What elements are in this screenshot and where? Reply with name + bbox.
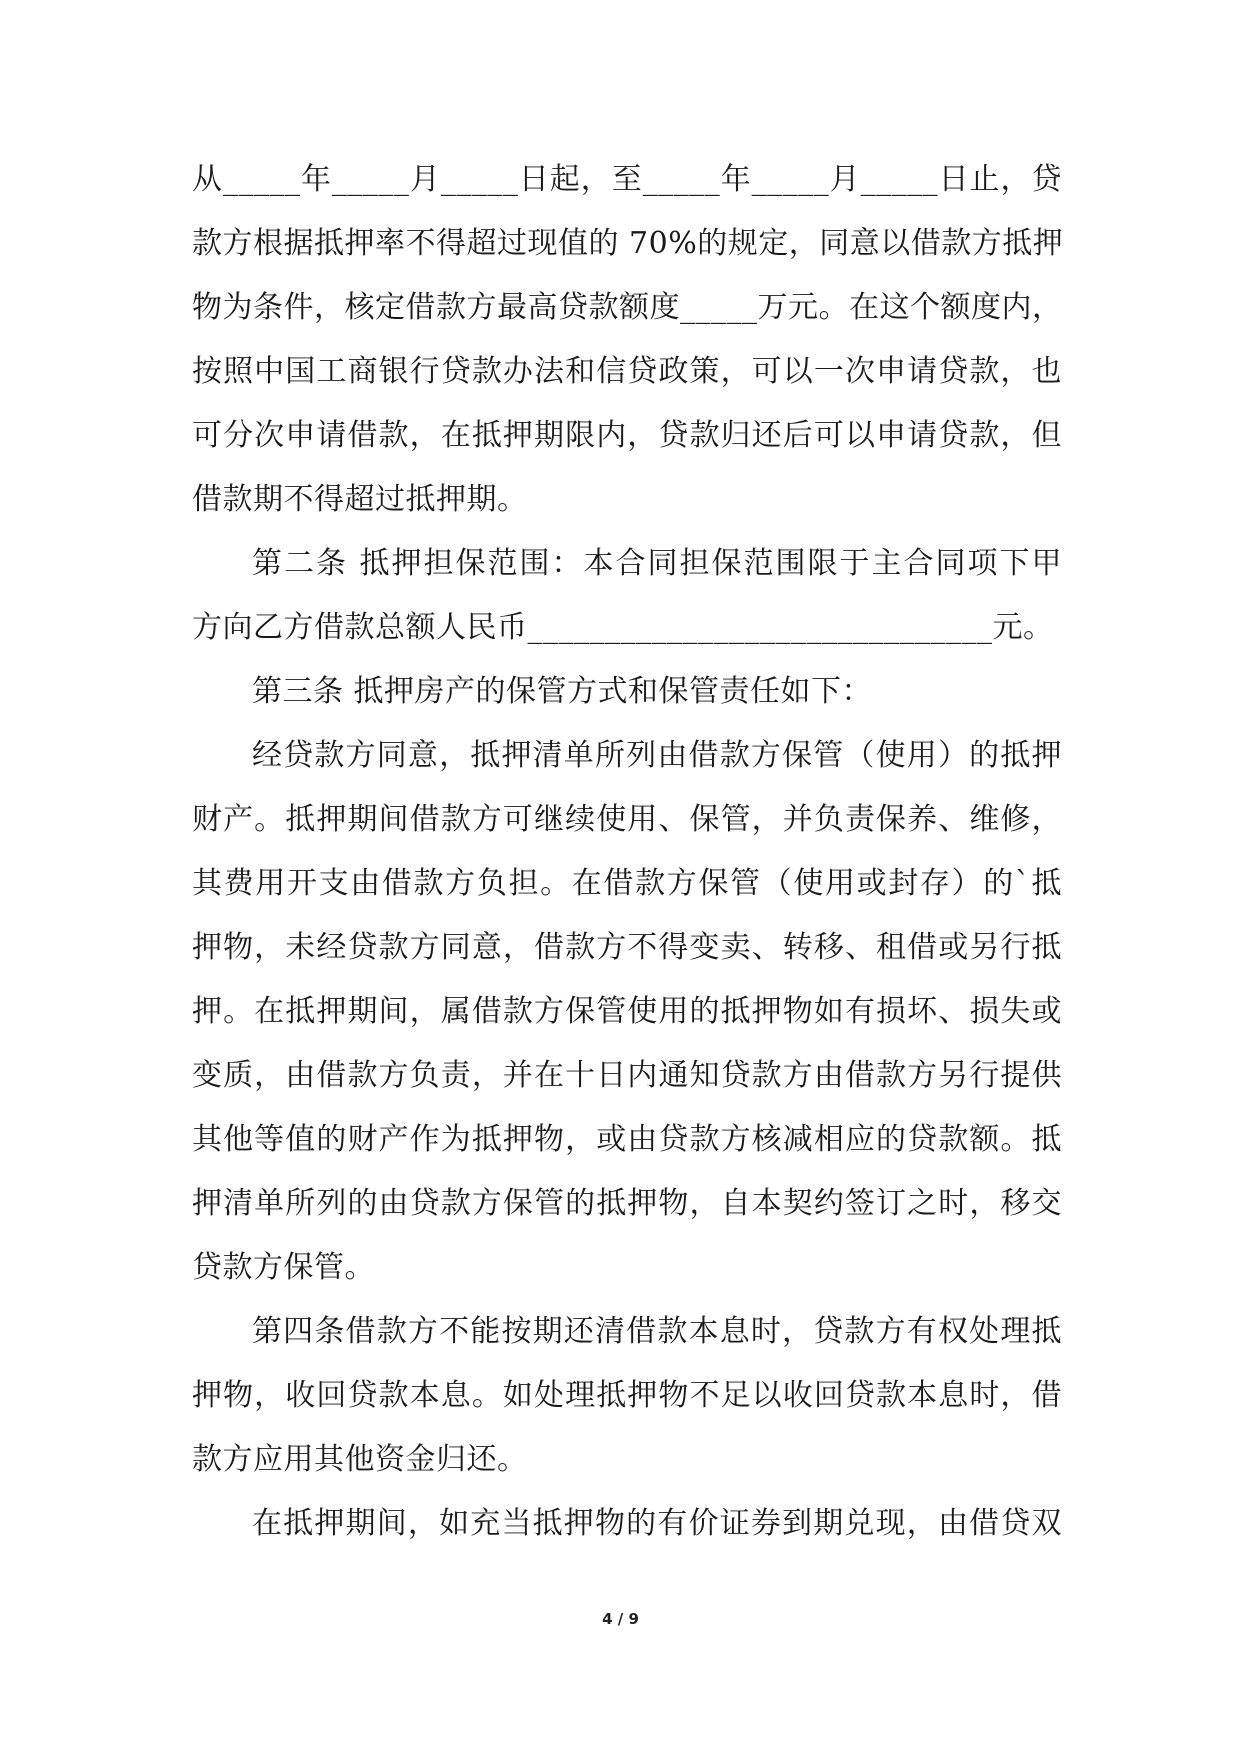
document-body (192, 148, 1062, 1556)
text-line: 押物，收回贷款本息。如处理抵押物不足以收回贷款本息时，借 (192, 1378, 1062, 1413)
text-line: 贷款方保管。 (192, 1250, 375, 1285)
text-line: 押清单所列的由贷款方保管的抵押物，自本契约签订之时，移交 (192, 1186, 1062, 1221)
text-line: 借款期不得超过抵押期。 (192, 482, 528, 517)
article-heading-line: 第二条 抵押担保范围：本合同担保范围限于主合同项下甲 (252, 546, 1062, 581)
article-heading-line: 第四条借款方不能按期还清借款本息时，贷款方有权处理抵 (252, 1314, 1062, 1349)
text-line: 款方应用其他资金归还。 (192, 1442, 528, 1477)
text-line: 可分次申请借款，在抵押期限内，贷款归还后可以申请贷款，但 (192, 418, 1062, 453)
text-line: 其费用开支由借款方负担。在借款方保管（使用或封存）的`抵 (192, 866, 1062, 901)
text-line: 变质，由借款方负责，并在十日内通知贷款方由借款方另行提供 (192, 1058, 1062, 1093)
text-line: 从_____年_____月_____日起，至_____年_____月_____日止，贷 (192, 162, 1062, 197)
text-line: 按照中国工商银行贷款办法和信贷政策，可以一次申请贷款，也 (192, 354, 1062, 389)
text-line: 押。在抵押期间，属借款方保管使用的抵押物如有损坏、损失或 (192, 994, 1062, 1029)
text-line: 物为条件，核定借款方最高贷款额度_____万元。在这个额度内， (192, 290, 1063, 325)
text-line: 款方根据抵押率不得超过现值的 70%的规定，同意以借款方抵押 (192, 226, 1064, 261)
text-line: 押物，未经贷款方同意，借款方不得变卖、转移、租借或另行抵 (192, 930, 1062, 965)
paragraph-start-line: 在抵押期间，如充当抵押物的有价证券到期兑现，由借贷双 (252, 1506, 1062, 1541)
text-line: 财产。抵押期间借款方可继续使用、保管，并负责保养、维修， (192, 802, 1062, 837)
text-line: 其他等值的财产作为抵押物，或由贷款方核减相应的贷款额。抵 (192, 1122, 1062, 1157)
page-number: 4 / 9 (602, 1610, 639, 1628)
article-heading-line: 第三条 抵押房产的保管方式和保管责任如下： (252, 674, 873, 709)
text-line: 方向乙方借款总额人民币______________________________元。 (192, 610, 1054, 645)
paragraph-start-line: 经贷款方同意，抵押清单所列由借款方保管（使用）的抵押 (252, 738, 1062, 773)
